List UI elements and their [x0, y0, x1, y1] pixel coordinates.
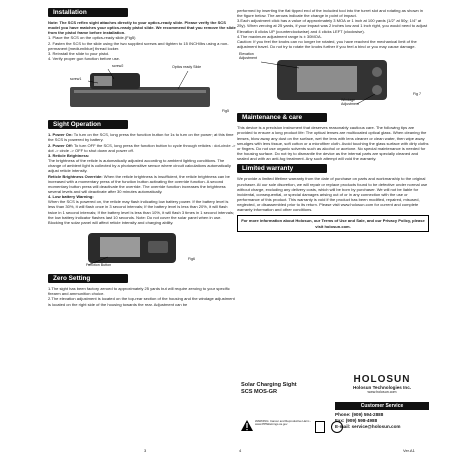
fig6-label: Fig6	[188, 257, 195, 262]
installation-figure	[48, 63, 236, 117]
info-box-text: For more information about Holosun, our Terms of Use and Sale, and our Privacy Policy, please visit holosun.com.	[241, 218, 425, 229]
right-page	[237, 8, 429, 456]
zero-setting-text: 1.The sight has been factory zeroed to approximately 25 yards but will require zeroing to your specific firearm and ammunition choice. 2.The elevation adjustment is located on the top-rear section of the housing and the windage adjustment is located on the right side of the housing towards the rear. Adjustment can be	[48, 286, 235, 307]
installation-heading: Installation	[48, 8, 128, 17]
customer-service-heading: Customer Service	[335, 402, 429, 410]
function-button-figure	[48, 227, 236, 271]
slide-label: Optics ready Slide	[172, 65, 202, 70]
warranty-heading: Limited warranty	[237, 164, 327, 173]
product-line1: Solar Charging Sight	[241, 382, 297, 388]
power-off-item: 2. Power Off: To turn OFF the SCS, long press the function button to cycle through reticles : dot-circle -> dot -> circle -> OFF to shut down and power off.	[48, 142, 236, 153]
product-line2: SCS MOS-GR	[241, 389, 278, 395]
adjustment-figure	[237, 52, 429, 110]
elevation-label: Elevation Adjustment	[239, 52, 257, 61]
installation-step-3: 3. Reinstall the slide to your pistol.	[48, 50, 110, 56]
installation-step-4: 4. Verify proper gun function before use.	[48, 56, 120, 62]
power-on-item: 1. Power On: To turn on the SCS, long press the function button for 1s to turn on the power; at this time the SCS is powered by battery.	[48, 132, 234, 143]
left-page	[48, 8, 236, 456]
phone-text: Phone: (909) 594-2888	[335, 412, 384, 417]
slide-drawing	[48, 63, 236, 117]
warranty-text: We provide a limited lifetime warranty from the date of purchase on parts and workmanship to the original purchaser. At our sole discretion, we will repair or replace products found to be defective under normal use without charge, excluding any delivery costs, which will be born by purchaser. We will not be liable for incidental, consequential, or special damages arising out of or in any connection with the use or performance of this product. This warranty is void if the product has been modified, repaired, misused, neglected, or disassembled prior to its return. Please visit www.holosun.com for current and complete warranty information and other conditions.	[237, 176, 428, 213]
info-box	[237, 215, 429, 231]
warning-triangle-icon	[241, 420, 253, 431]
right-page-number: 4	[239, 448, 242, 453]
maintenance-text: This device is a precision instrument that deserves reasonably cautious care. The following tips are provided to ensure a long product life: The optical lenses are multicoated optical glass. When cleaning the lenses, blow away any dust on the surface, wet the lens with lens cleaner or clean water, then wipe away smudges with lens tissue, soft cotton or a microfiber cloth. Avoid touching the glass surface with dirty cloths or fingers. Do not use organic solvents such as alcohol or acetone. No special maintenance is needed for the housing surface. Do not try to dismantle the device as the internal parts are specially cleaned and sealed and with an anti-fog treatment. Any such attempt will void the warranty.	[237, 125, 429, 162]
company-url: www.holosun.com	[367, 390, 397, 394]
screw1-label: screw1	[70, 77, 82, 82]
recycle-bin-icon	[315, 421, 325, 433]
low-battery-item: 4. Low battery Warning: When the SCS is powered on, the reticle may flash indicating low battery power. If the battery level is less than 30%, it will flash once in 3 second intervals; If the battery level is less than 20%, it will flash twice in 1 second intervals; If the battery level is less than 10%, it will flash 3 times in 1 second intervals; the low battery indicator flashes last 10 seconds. Note: Do not cover the solar panel when in use. Blocking the solar panel will affect reticle intensity and charging ability.	[48, 194, 235, 225]
installation-step-1: 1. Place the SCS on the optics-ready slide.(Fig5)	[48, 35, 136, 41]
installation-note: Note: The SCS reflex sight attaches directly to your optics-ready slide. Please verify the SCS model you have matches your optics-ready pistol slide. We recommend that you remove the slide from the pistol frame before installation.	[48, 20, 236, 36]
sight-operation-heading: Sight Operation	[48, 120, 128, 129]
turret-drawing	[237, 52, 429, 110]
installation-step-2: 2. Fasten the SCS to the slide using the two supplied screws and tighten to 15 INCH/lbs using a non-permanent [medium/blue] thread locker.	[48, 40, 229, 51]
fig5-label: Fig5	[222, 109, 229, 114]
ce-mark-icon	[331, 421, 343, 433]
customer-service-contacts	[335, 412, 429, 430]
warning-text: WARNING: Cancer and Reproductive Harm - www.P65Warnings.ca.gov	[255, 419, 312, 427]
warning-block	[241, 420, 311, 431]
brand-block	[335, 374, 429, 394]
customer-service	[335, 402, 429, 430]
brightness-override-item: Reticle Brightness Override: When the reticle brightness is insufficient, the reticle brightness can be increased with a momentary press of the function button activating the override function. A second momentary button press will deactivate the override. The override function increases the brightness several levels and will deactivate after 30 minutes automatically.	[48, 173, 230, 194]
zero-setting-continued: performed by inserting the flat tipped end of the included tool into the turret slot and rotating as shown in the figure below. The arrows indicate the change in point of impact. 3.Each adjustment click has a value of approximately 3 MOA or 1 inch at 100 yards (1/2" at 50y; 1/4" at 25y). When zeroing at 25 yards, if your impact was 2 inches low and 1 inch right, you would need to adjust Elevation 8 clicks UP (counterclockwise) and 4 clicks LEFT (clockwise). 4.The maximum adjustment range is ± 30MOA. Caution: If you feel the knobs can no longer be rotated, you have reached the mechanical limit of the adjustment travel. Do not try to rotate the knobs further if you feel a bind or you may cause damage.	[237, 8, 428, 50]
zero-setting-heading: Zero Setting	[48, 274, 128, 283]
email-text: E-mail: service@holosun.com	[335, 424, 401, 429]
product-name	[241, 382, 297, 395]
reticle-brightness-item: 3. Reticle Brightness: The brightness of the reticle is automatically adjusted according to ambient lighting conditions. The change of ambient light is collected by a photosensitive sensor where circuit calculations automatically adjust reticle intensity.	[48, 152, 231, 174]
holosun-logo: HOLOSUN	[353, 374, 411, 385]
windage-label: Windage Adjustment	[341, 98, 359, 107]
version-label: Ver.A1	[403, 448, 415, 453]
sight-drawing	[48, 227, 236, 271]
left-page-number: 3	[144, 448, 147, 453]
fig7-label: Fig 7	[413, 92, 421, 97]
sight-operation-body	[48, 132, 236, 225]
company-name: Holosun Technologies Inc.	[352, 385, 412, 390]
screw2-label: screw2	[112, 64, 124, 69]
fax-text: Fax: (909) 598-4988	[335, 418, 378, 423]
compliance-icons	[315, 420, 343, 438]
maintenance-heading: Maintenance & care	[237, 113, 327, 122]
function-button-label: Function Button	[86, 263, 112, 268]
